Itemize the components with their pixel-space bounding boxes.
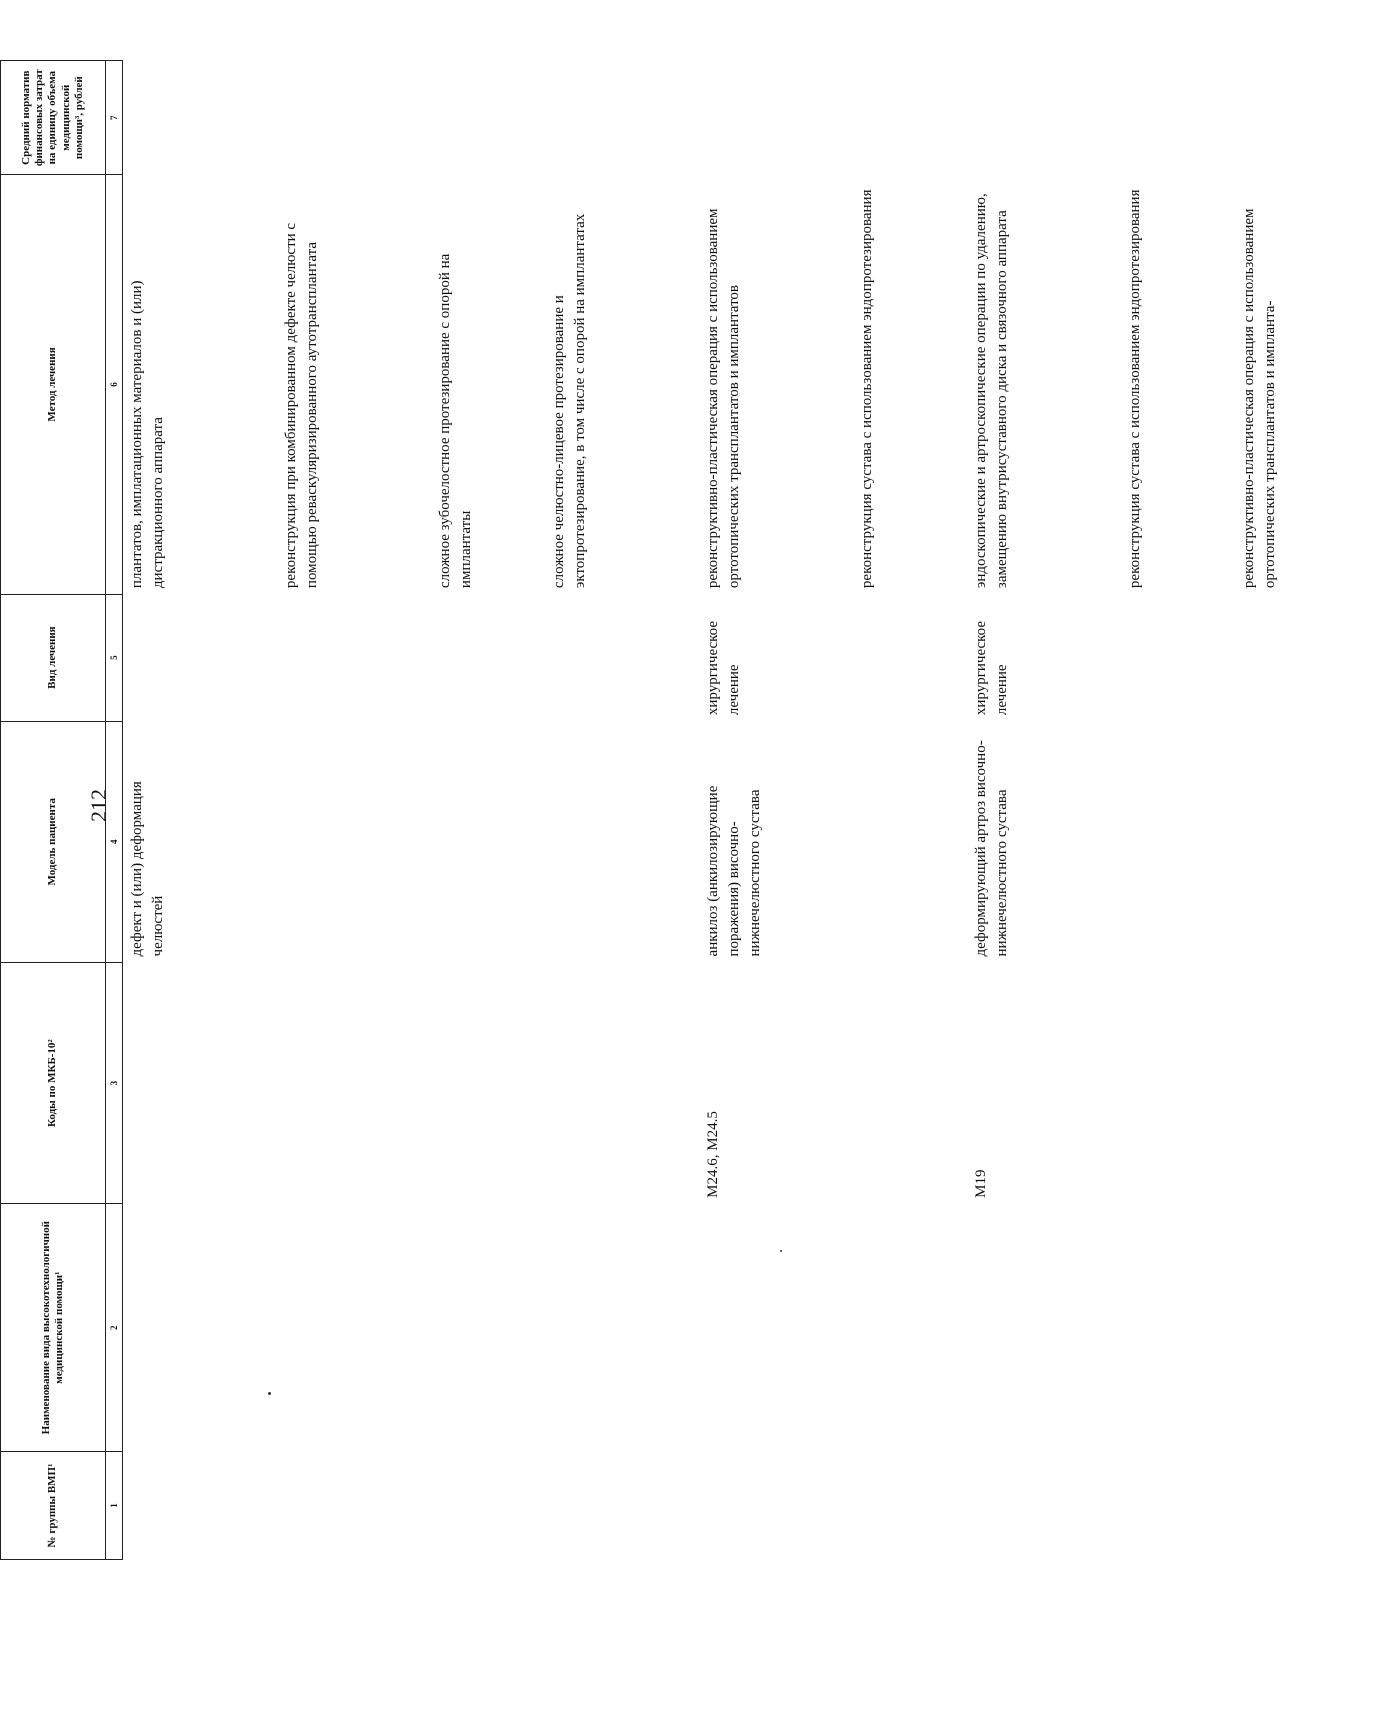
- column-number-row: [106, 61, 123, 1560]
- cell-model: [431, 721, 545, 962]
- cell-method: реконструктивно-пластическая операция с использованием ортотопических трансплантатов и имплантатов: [705, 208, 742, 589]
- header-patient-model: Модель пациента: [1, 721, 106, 962]
- cell-cost: [123, 61, 278, 175]
- cell-cost: [1121, 61, 1235, 175]
- table-row: [545, 61, 699, 1560]
- header-treatment-method: Метод лечения: [1, 175, 106, 594]
- cell-group: [277, 1452, 431, 1560]
- column-number: 6: [106, 175, 123, 594]
- cell-method: реконструкция при комбинированном дефекте челюсти с помощью реваскуляризированного аутотрансплантата: [283, 222, 320, 589]
- cell-group: [699, 1452, 853, 1560]
- cell-codes: [1235, 962, 1389, 1203]
- cell-model: анкилоз (анкилозирующие поражения) височно-нижнечелюстного сустава: [705, 785, 763, 957]
- cell-method: реконструктивно-пластическая операция с использованием ортотопических трансплантатов и импланта-: [1241, 208, 1278, 589]
- cell-treatment: [277, 594, 431, 721]
- table-row: [277, 61, 431, 1560]
- cell-method: эндоскопические и артроскопические операции по удалению, замещению внутрисуставного диска и связочного аппарата: [973, 193, 1010, 589]
- cell-name: [1121, 1204, 1235, 1452]
- cell-name: [1235, 1204, 1389, 1452]
- cell-treatment: хирургическое лечение: [705, 621, 742, 716]
- cell-group: [1235, 1452, 1389, 1560]
- header-icd-codes: Коды по МКБ-10²: [1, 962, 106, 1203]
- cell-codes: M24.6, M24.5: [705, 1111, 721, 1198]
- cell-treatment: [431, 594, 545, 721]
- table-row: [1235, 61, 1389, 1560]
- cell-group: [123, 1452, 278, 1560]
- scan-speck: [268, 1392, 271, 1395]
- header-vmp-name: Наименование вида высокотехнологичной медицинской помощи¹: [1, 1204, 106, 1452]
- table-row: [699, 61, 853, 1560]
- table-row: [123, 61, 278, 1560]
- header-group-number: № группы ВМП¹: [1, 1452, 106, 1560]
- cell-model: [853, 721, 967, 962]
- cell-name: [967, 1204, 1121, 1452]
- cell-name: [431, 1204, 545, 1452]
- cell-codes: [431, 962, 545, 1203]
- cell-codes: [545, 962, 699, 1203]
- table-row: [1121, 61, 1235, 1560]
- cell-model: [545, 721, 699, 962]
- cell-treatment: [853, 594, 967, 721]
- cell-name: [545, 1204, 699, 1452]
- table-row: [853, 61, 967, 1560]
- treatment-table: [0, 60, 1389, 1560]
- cell-group: [545, 1452, 699, 1560]
- cell-codes: [123, 962, 278, 1203]
- cell-group: [431, 1452, 545, 1560]
- cell-cost: [853, 61, 967, 175]
- cell-model: [1235, 721, 1389, 962]
- cell-group: [1121, 1452, 1235, 1560]
- cell-method: сложное челюстно-лицевое протезирование и эктопротезирование, в том числе с опорой на имплантатах: [551, 213, 588, 589]
- column-number: 7: [106, 61, 123, 175]
- cell-method: реконструкция сустава с использованием эндопротезирования: [1127, 189, 1143, 589]
- cell-group: [853, 1452, 967, 1560]
- column-number: 1: [106, 1452, 123, 1560]
- cell-cost: [545, 61, 699, 175]
- scan-speck: [780, 1250, 782, 1252]
- table-row: [967, 61, 1121, 1560]
- cell-codes: M19: [973, 1169, 989, 1198]
- cell-group: [967, 1452, 1121, 1560]
- cell-treatment: [1235, 594, 1389, 721]
- column-number: 2: [106, 1204, 123, 1452]
- table-row: [431, 61, 545, 1560]
- column-number: 5: [106, 594, 123, 721]
- cell-treatment: хирургическое лечение: [973, 621, 1010, 716]
- column-number: 3: [106, 962, 123, 1203]
- header-average-cost: Средний норматив финансовых затрат на единицу объема медицинской помощи³, рублей: [1, 61, 106, 175]
- cell-name: [123, 1204, 278, 1452]
- cell-codes: [1121, 962, 1235, 1203]
- cell-name: [277, 1204, 431, 1452]
- column-number: 4: [106, 721, 123, 962]
- page-number: 212: [86, 789, 111, 822]
- cell-treatment: [545, 594, 699, 721]
- cell-model: [1121, 721, 1235, 962]
- cell-cost: [431, 61, 545, 175]
- cell-method: сложное зубочелостное протезирование с опорой на имплантаты: [437, 253, 474, 589]
- cell-treatment: [1121, 594, 1235, 721]
- cell-cost: [1235, 61, 1389, 175]
- cell-cost: [277, 61, 431, 175]
- cell-cost: [967, 61, 1121, 175]
- cell-cost: [699, 61, 853, 175]
- cell-method: плантатов, имплатационных материалов и (или) дистракционного аппарата: [129, 280, 166, 589]
- cell-model: [277, 721, 431, 962]
- cell-model: дефект и (или) деформация челюстей: [129, 781, 166, 957]
- cell-model: деформирующий артроз височно-нижнечелюстного сустава: [973, 740, 1010, 957]
- cell-codes: [277, 962, 431, 1203]
- table-header-row: [1, 61, 106, 1560]
- cell-codes: [853, 962, 967, 1203]
- rotated-page-content: [0, 60, 1278, 1560]
- cell-name: [853, 1204, 967, 1452]
- cell-name: [699, 1204, 853, 1452]
- cell-method: реконструкция сустава с использованием эндопротезирования: [859, 189, 875, 589]
- header-treatment-type: Вид лечения: [1, 594, 106, 721]
- cell-treatment: [123, 594, 278, 721]
